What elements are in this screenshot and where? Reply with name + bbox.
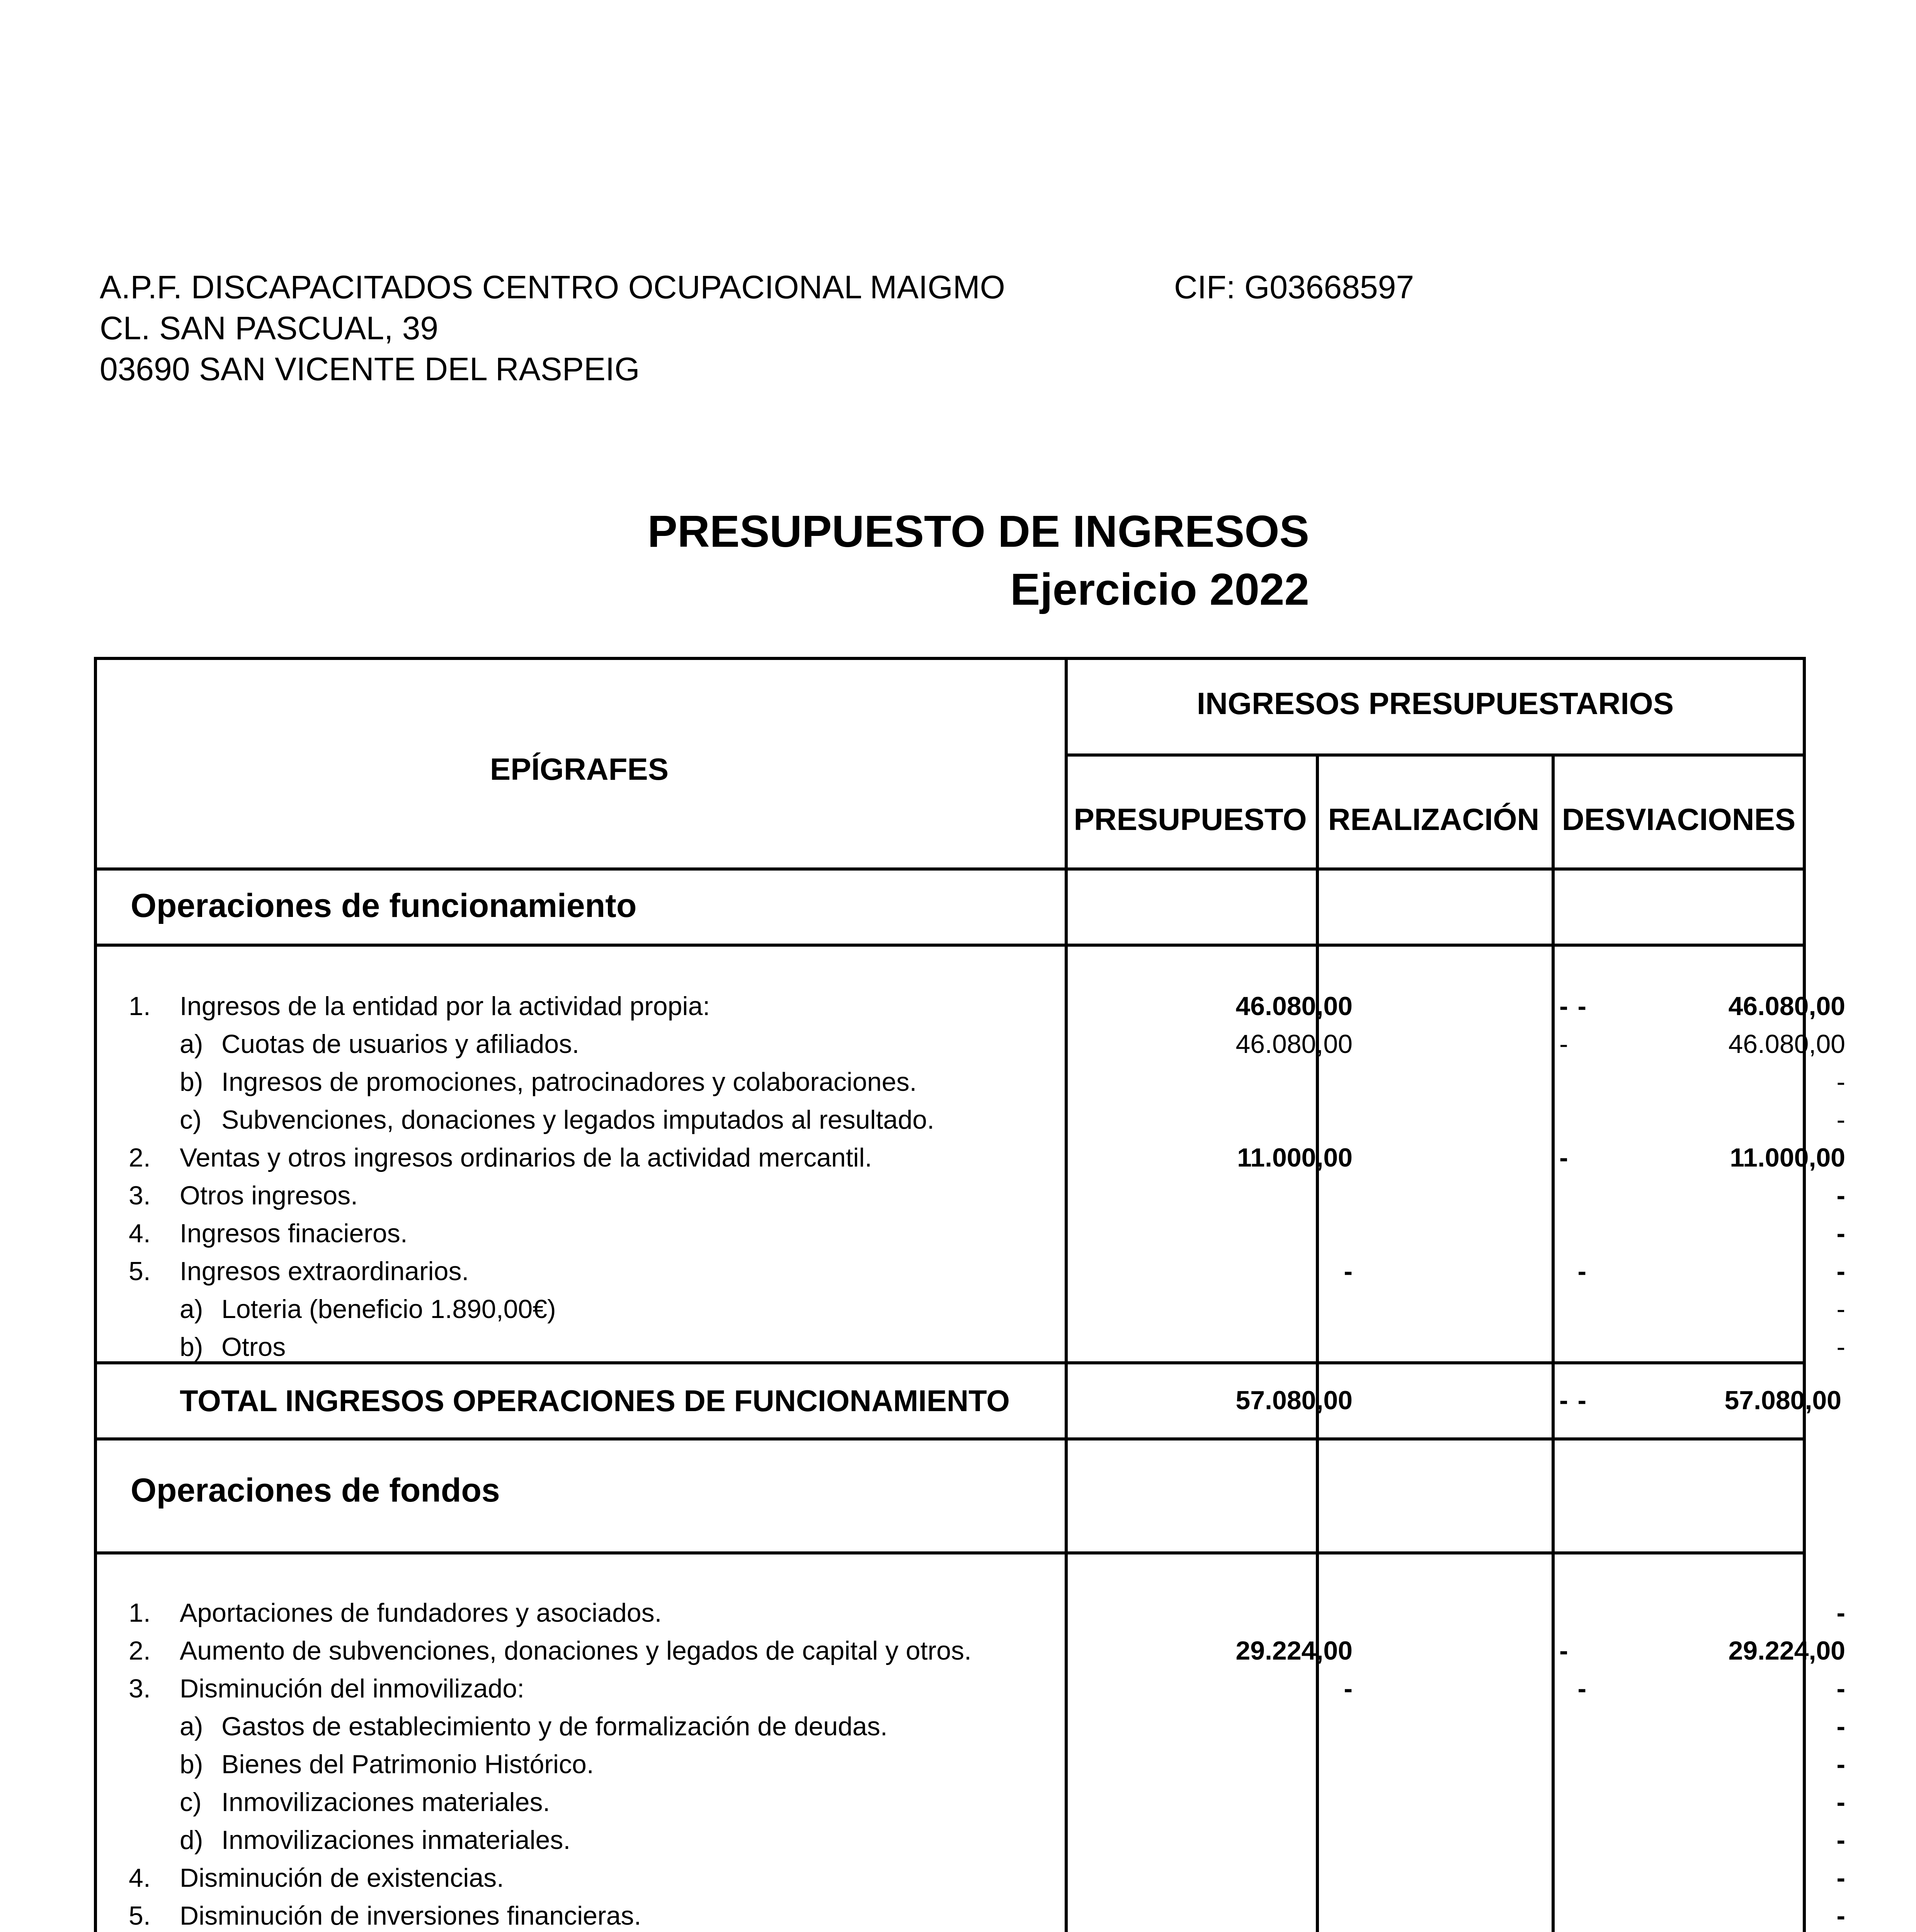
row-number: 2.	[129, 1636, 151, 1665]
realizacion-value: -	[1577, 1674, 1586, 1703]
desviacion-value: -	[1836, 1901, 1845, 1930]
presupuesto-value: 46.080,00	[1235, 992, 1353, 1021]
realizacion-value: -	[1577, 992, 1586, 1021]
desviacion-minus: -	[1559, 1143, 1568, 1172]
row-letter: a)	[180, 1029, 203, 1059]
total-realizacion: -	[1577, 1386, 1586, 1415]
desviacion-value: -	[1836, 1750, 1845, 1779]
desviacion-value: 46.080,00	[1728, 992, 1845, 1021]
row-label: Ventas y otros ingresos ordinarios de la actividad mercantil.	[180, 1143, 872, 1172]
rule	[94, 1551, 1806, 1554]
row-number: 1.	[129, 1598, 151, 1628]
row-letter: a)	[180, 1712, 203, 1741]
row-label: Cuotas de usuarios y afiliados.	[221, 1029, 580, 1059]
row-label: Gastos de establecimiento y de formalización de deudas.	[221, 1712, 888, 1741]
subtitle: Ejercicio 2022	[1010, 564, 1309, 614]
col-desviaciones: DESVIACIONES	[1562, 802, 1796, 837]
presupuesto-value: -	[1344, 1257, 1353, 1286]
rule	[94, 867, 1806, 871]
row-number: 3.	[129, 1674, 151, 1703]
row-number: 3.	[129, 1181, 151, 1210]
row-letter: b)	[180, 1067, 203, 1097]
desviacion-value: -	[1836, 1294, 1845, 1324]
rule	[1065, 753, 1806, 757]
desviacion-value: -	[1836, 1674, 1845, 1703]
row-label: Disminución del inmovilizado:	[180, 1674, 524, 1703]
row-number: 4.	[129, 1219, 151, 1248]
org-name: A.P.F. DISCAPACITADOS CENTRO OCUPACIONAL MAIGMO	[100, 269, 1006, 305]
desviacion-value: -	[1836, 1787, 1845, 1817]
row-label: Subvenciones, donaciones y legados imputados al resultado.	[221, 1105, 934, 1134]
row-label: Otros	[221, 1332, 286, 1362]
col-group: INGRESOS PRESUPUESTARIOS	[1196, 686, 1674, 721]
cif: CIF: G03668597	[1174, 269, 1414, 305]
desviacion-value: -	[1836, 1067, 1845, 1097]
desviacion-value: -	[1836, 1598, 1845, 1628]
org-line	[100, 267, 1414, 308]
desviacion-value: -	[1836, 1181, 1845, 1210]
desviacion-value: 11.000,00	[1730, 1143, 1845, 1172]
section-title: Operaciones de funcionamiento	[131, 887, 637, 924]
row-label: Aumento de subvenciones, donaciones y legados de capital y otros.	[180, 1636, 972, 1665]
desviacion-minus: -	[1559, 1029, 1568, 1059]
row-label: Inmovilizaciones inmateriales.	[221, 1825, 571, 1855]
row-label: Ingresos de la entidad por la actividad propia:	[180, 992, 710, 1021]
row-number: 5.	[129, 1901, 151, 1930]
row-letter: b)	[180, 1332, 203, 1362]
presupuesto-value: 11.000,00	[1237, 1143, 1353, 1172]
desviacion-value: -	[1836, 1105, 1845, 1134]
col-realizacion: REALIZACIÓN	[1328, 802, 1540, 837]
total-desviaciones: 57.080,00	[1724, 1386, 1841, 1415]
desviacion-value: -	[1836, 1712, 1845, 1741]
row-label: Loteria (beneficio 1.890,00€)	[221, 1294, 556, 1324]
desviacion-value: 46.080,00	[1728, 1029, 1845, 1059]
total-presupuesto: 57.080,00	[1235, 1386, 1353, 1415]
rule	[94, 1361, 1806, 1364]
presupuesto-value: 29.224,00	[1235, 1636, 1353, 1665]
row-letter: c)	[180, 1105, 202, 1134]
budget-table	[94, 657, 1845, 1932]
row-label: Inmovilizaciones materiales.	[221, 1787, 550, 1817]
title: PRESUPUESTO DE INGRESOS	[647, 506, 1309, 556]
row-number: 4.	[129, 1863, 151, 1893]
address: CL. SAN PASCUAL, 39	[100, 310, 439, 346]
presupuesto-value: -	[1344, 1674, 1353, 1703]
desviacion-minus: -	[1559, 1636, 1568, 1665]
row-label: Aportaciones de fundadores y asociados.	[180, 1598, 662, 1628]
col-epigrafes: EPÍGRAFES	[490, 752, 669, 786]
realizacion-value: -	[1577, 1257, 1586, 1286]
rule	[1065, 657, 1068, 1932]
row-label: Ingresos finacieros.	[180, 1219, 408, 1248]
rule	[1316, 753, 1319, 1932]
desviacion-value: -	[1836, 1257, 1845, 1286]
document-title	[648, 502, 1309, 618]
row-label: Ingresos de promociones, patrocinadores y colaboraciones.	[221, 1067, 917, 1097]
desviacion-value: -	[1836, 1332, 1845, 1362]
row-letter: c)	[180, 1787, 202, 1817]
row-letter: b)	[180, 1750, 203, 1779]
section-title: Operaciones de fondos	[131, 1472, 500, 1509]
rule	[94, 1437, 1806, 1440]
desviacion-value: 29.224,00	[1728, 1636, 1845, 1665]
row-label: Otros ingresos.	[180, 1181, 358, 1210]
presupuesto-value: 46.080,00	[1235, 1029, 1353, 1059]
row-number: 1.	[129, 992, 151, 1021]
row-letter: d)	[180, 1825, 203, 1855]
row-label: Disminución de inversiones financieras.	[180, 1901, 642, 1930]
row-label: Bienes del Patrimonio Histórico.	[221, 1750, 594, 1779]
desviacion-value: -	[1836, 1863, 1845, 1893]
row-label: Ingresos extraordinarios.	[180, 1257, 469, 1286]
city: 03690 SAN VICENTE DEL RASPEIG	[100, 351, 640, 387]
row-number: 5.	[129, 1257, 151, 1286]
rule	[94, 657, 1806, 660]
desviacion-value: -	[1836, 1219, 1845, 1248]
col-presupuesto: PRESUPUESTO	[1074, 802, 1307, 837]
letterhead	[100, 267, 1414, 389]
rule	[94, 944, 1806, 947]
row-number: 2.	[129, 1143, 151, 1172]
desviacion-minus: -	[1559, 992, 1568, 1021]
rule	[94, 657, 97, 1932]
row-label: Disminución de existencias.	[180, 1863, 504, 1893]
desviacion-value: -	[1836, 1825, 1845, 1855]
total-label: TOTAL INGRESOS OPERACIONES DE FUNCIONAMIENTO	[180, 1384, 1010, 1418]
total-desv-minus: -	[1559, 1386, 1568, 1415]
row-letter: a)	[180, 1294, 203, 1324]
